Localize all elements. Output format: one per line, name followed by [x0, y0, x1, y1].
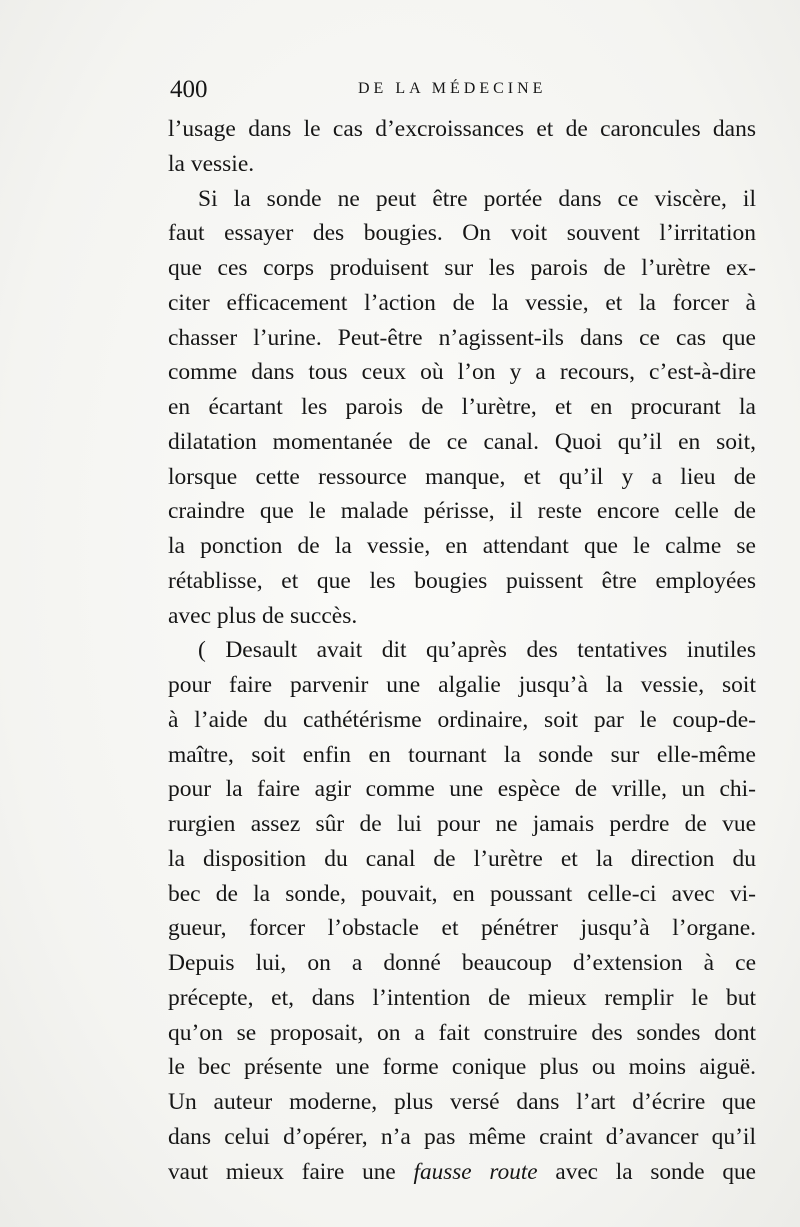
text-line-last	[168, 1155, 756, 1190]
text-line: citer efficacement l’action de la vessie, et la forcer à	[168, 289, 756, 316]
running-head: DE LA MÉDECINE	[358, 80, 547, 97]
text-fragment: avec la sonde que	[537, 1158, 756, 1185]
text-line: pour faire parvenir une algalie jusqu’à la vessie, soit	[168, 672, 756, 698]
text-line: en écartant les parois de l’urètre, et en procurant la	[168, 394, 756, 420]
text-line: l’usage dans le cas d’excroissances et de caroncules dans	[168, 116, 756, 142]
text-line: gueur, forcer l’obstacle et pénétrer jusqu’à l’organe.	[168, 915, 756, 942]
text-line: pour la faire agir comme une espèce de vrille, un chi-	[168, 776, 756, 803]
page-header	[170, 76, 755, 104]
text-line: Si la sonde ne peut être portée dans ce viscère, il	[198, 185, 756, 212]
text-line: rurgien assez sûr de lui pour ne jamais perdre de vue	[168, 811, 756, 837]
italic-phrase: fausse route	[413, 1158, 538, 1185]
text-line: le bec présente une forme conique plus ou moins aiguë.	[168, 1054, 756, 1081]
text-line: la disposition du canal de l’urètre et la direction du	[168, 845, 756, 872]
text-line: ( Desault avait dit qu’après des tentatives inutiles	[198, 637, 756, 664]
body-text	[168, 112, 756, 1189]
text-line: précepte, et, dans l’intention de mieux remplir le but	[168, 984, 756, 1011]
text-line: maître, soit enfin en tournant la sonde sur elle-même	[168, 741, 756, 768]
text-fragment: vaut mieux faire une	[168, 1158, 414, 1185]
text-line: dilatation momentanée de ce canal. Quoi qu’il en soit,	[168, 428, 756, 455]
text-line: la vessie.	[168, 150, 255, 177]
text-line: que ces corps produisent sur les parois de l’urètre ex-	[168, 255, 756, 281]
text-line: à l’aide du cathétérisme ordinaire, soit par le coup-de-	[168, 706, 756, 733]
text-line: avec plus de succès.	[168, 602, 358, 629]
text-line: comme dans tous ceux où l’on y a recours, c’est-à-dire	[168, 359, 756, 386]
page-number: 400	[170, 76, 208, 103]
text-line: rétablisse, et que les bougies puissent être employées	[168, 567, 756, 594]
text-line: qu’on se proposait, on a fait construire des sondes dont	[168, 1019, 756, 1046]
text-line: faut essayer des bougies. On voit souvent l’irritation	[168, 220, 756, 247]
text-line: craindre que le malade périsse, il reste encore celle de	[168, 498, 756, 525]
text-line: Depuis lui, on a donné beaucoup d’extension à ce	[168, 950, 756, 976]
text-line: Un auteur moderne, plus versé dans l’art d’écrire que	[168, 1089, 756, 1115]
text-line: la ponction de la vessie, en attendant que le calme se	[168, 533, 756, 559]
text-line: lorsque cette ressource manque, et qu’il y a lieu de	[168, 463, 756, 490]
text-line: chasser l’urine. Peut-être n’agissent-ils dans ce cas que	[168, 324, 756, 351]
text-line: dans celui d’opérer, n’a pas même craint d’avancer qu’il	[168, 1123, 756, 1150]
text-line: bec de la sonde, pouvait, en poussant celle-ci avec vi-	[168, 880, 756, 907]
